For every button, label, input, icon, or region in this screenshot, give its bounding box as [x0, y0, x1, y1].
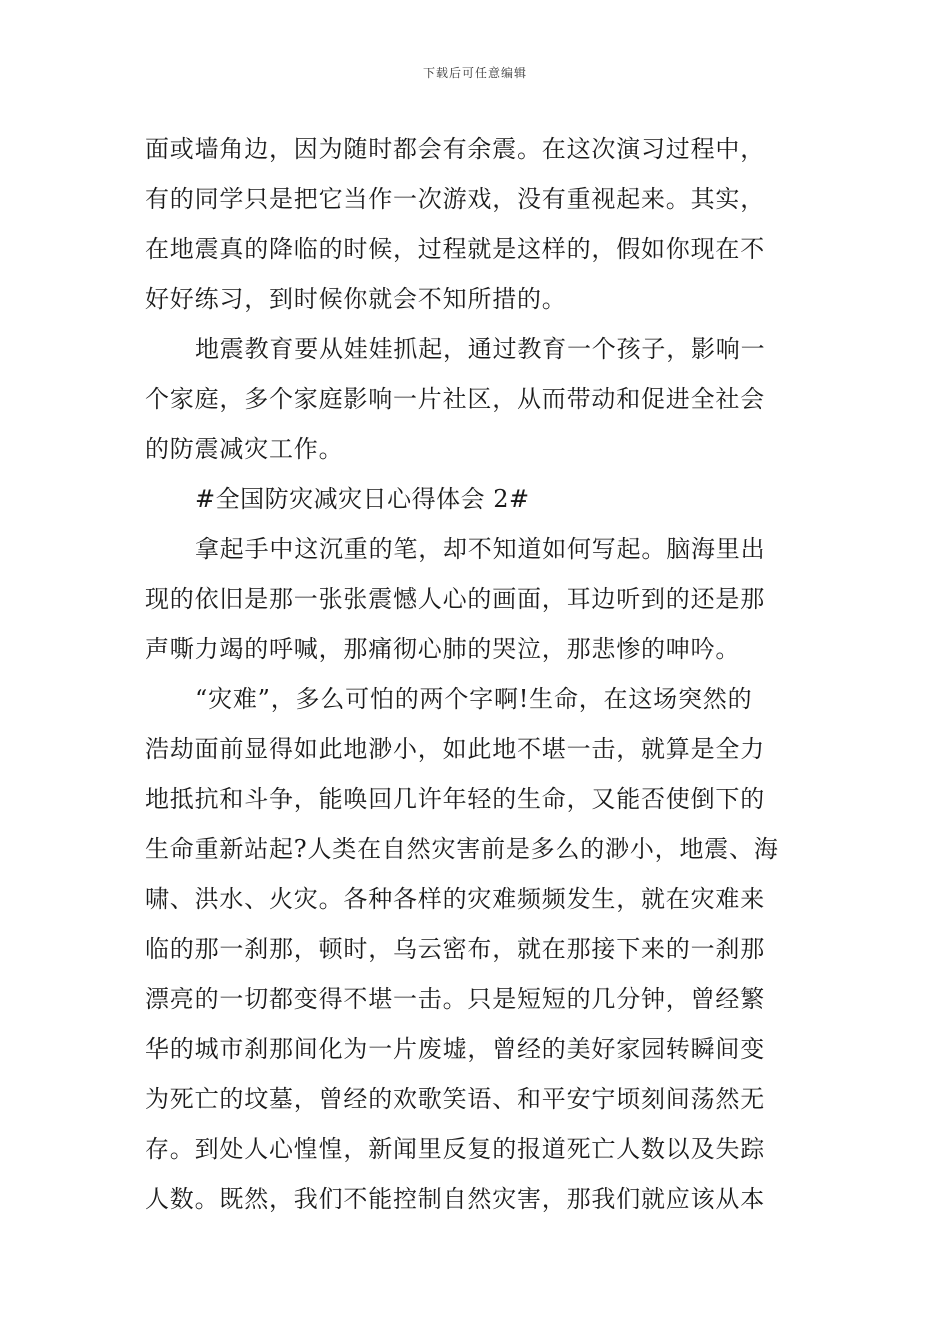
text-line: 为死亡的坟墓，曾经的欢歌笑语、和平安宁顷刻间荡然无 [145, 1085, 765, 1113]
text-line: 好好练习，到时候你就会不知所措的。 [145, 285, 567, 313]
text-line: 啸、洪水、火灾。各种各样的灾难频频发生，就在灾难来 [145, 885, 765, 913]
text-line: 地抵抗和斗争，能唤回几许年轻的生命，又能否使倒下的 [145, 785, 765, 813]
text-line: 拿起手中这沉重的笔，却不知道如何写起。脑海里出 [195, 535, 766, 563]
text-line: 声嘶力竭的呼喊，那痛彻心肺的哭泣，那悲惨的呻吟。 [145, 635, 741, 663]
section-heading [145, 474, 807, 524]
paragraph [145, 674, 807, 1224]
document-body [145, 124, 807, 1224]
page-header: 下载后可任意编辑 [422, 66, 527, 80]
text-line: 有的同学只是把它当作一次游戏，没有重视起来。其实， [145, 185, 765, 213]
text-line: 在地震真的降临的时候，过程就是这样的，假如你现在不 [145, 235, 765, 263]
text-line: 现的依旧是那一张张震憾人心的画面，耳边听到的还是那 [145, 585, 765, 613]
heading-text: #全国防灾减灾日心得体会 2# [195, 485, 530, 513]
paragraph [145, 124, 807, 324]
text-line: 华的城市刹那间化为一片废墟，曾经的美好家园转瞬间变 [145, 1035, 765, 1063]
text-line: 人数。既然，我们不能控制自然灾害，那我们就应该从本 [145, 1185, 765, 1213]
text-line: 临的那一刹那，顿时，乌云密布，就在那接下来的一刹那 [145, 935, 765, 963]
text-line: 漂亮的一切都变得不堪一击。只是短短的几分钟，曾经繁 [145, 985, 765, 1013]
text-line: 的防震减灾工作。 [145, 435, 344, 463]
text-line: 生命重新站起?人类在自然灾害前是多么的渺小，地震、海 [145, 835, 779, 863]
paragraph [145, 524, 807, 674]
text-line: “灾难”，多么可怕的两个字啊!生命，在这场突然的 [195, 685, 753, 713]
text-line: 面或墙角边，因为随时都会有余震。在这次演习过程中， [145, 135, 765, 163]
text-line: 存。到处人心惶惶，新闻里反复的报道死亡人数以及失踪 [145, 1135, 765, 1163]
paragraph [145, 324, 807, 474]
text-line: 浩劫面前显得如此地渺小，如此地不堪一击，就算是全力 [145, 735, 765, 763]
text-line: 地震教育要从娃娃抓起，通过教育一个孩子，影响一 [195, 335, 766, 363]
text-line: 个家庭，多个家庭影响一片社区，从而带动和促进全社会 [145, 385, 765, 413]
